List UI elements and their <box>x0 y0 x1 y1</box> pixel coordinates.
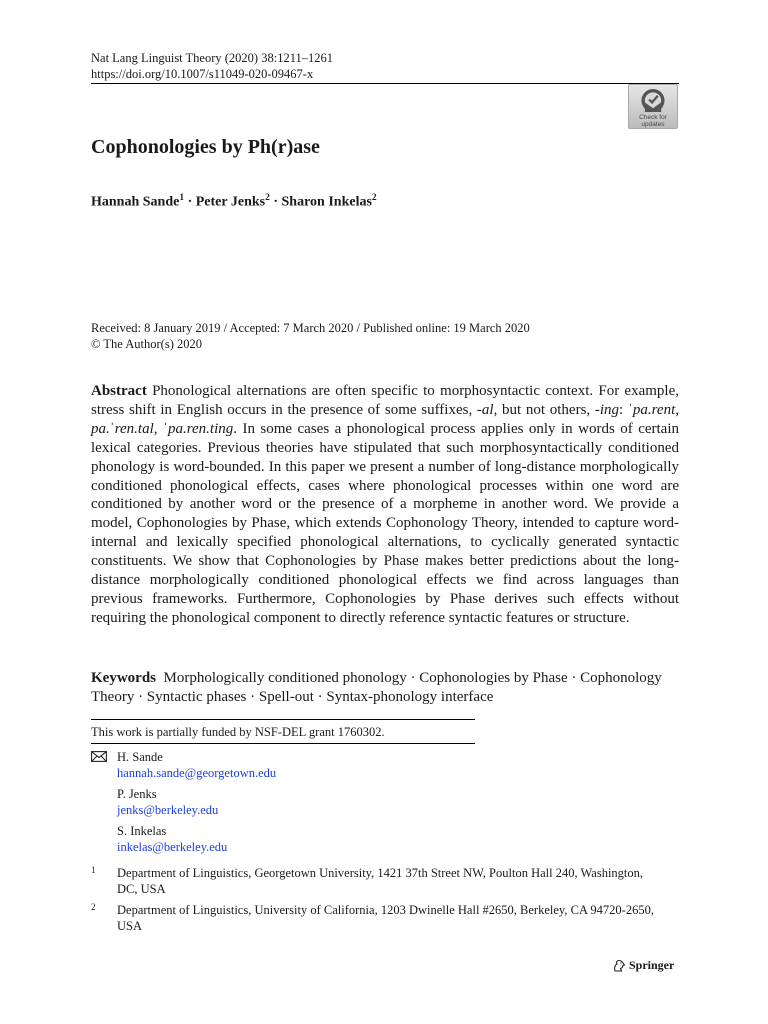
contact-name: H. Sande <box>117 750 163 764</box>
abstract-label: Abstract <box>91 383 147 399</box>
author-name: Sharon Inkelas <box>281 194 372 210</box>
abstract-text: , but not others, <box>493 401 595 418</box>
keywords <box>91 669 679 707</box>
contact-entry <box>117 787 276 818</box>
copyright-line: © The Author(s) 2020 <box>91 337 202 351</box>
footnote-rule <box>91 743 475 744</box>
publication-dates <box>91 320 530 352</box>
springer-horse-icon <box>612 959 626 973</box>
example-word: ˈpa.ren.ting <box>162 420 234 437</box>
doi-link[interactable]: https://doi.org/10.1007/s11049-020-09467-x <box>91 67 314 81</box>
check-for-updates-badge[interactable] <box>628 84 678 129</box>
funding-note: This work is partially funded by NSF-DEL grant 1760302. <box>91 725 385 739</box>
author-affiliation-mark: 1 <box>179 193 185 203</box>
keywords-text: Morphologically conditioned phonology · Cophonologies by Phase · Cophonology Theory · Syntactic phases · Spell-out · Syntax-phonology interface <box>91 670 662 705</box>
author-list <box>91 193 377 211</box>
envelope-icon <box>91 751 107 762</box>
example-word: ˈpa.rent <box>627 401 676 418</box>
author-separator: · <box>184 194 196 210</box>
author-separator: · <box>269 194 282 210</box>
suffix-ing: -ing <box>594 401 620 418</box>
publisher-name: Springer <box>629 958 675 972</box>
journal-header <box>91 50 333 82</box>
crossmark-icon <box>640 88 666 113</box>
author-name: Hannah Sande <box>91 194 180 210</box>
example-word: pa.ˈren.tal <box>91 420 154 437</box>
affiliation-text: Department of Linguistics, University of California, 1203 Dwinelle Hall #2650, Berkeley, CA 94720-2650, USA <box>117 903 654 933</box>
abstract-text: : <box>619 401 628 418</box>
publisher-logo <box>612 958 674 973</box>
journal-citation: Nat Lang Linguist Theory (2020) 38:1211–1261 <box>91 51 333 65</box>
article-title: Cophonologies by Ph(r)ase <box>91 136 320 158</box>
header-rule <box>91 83 679 84</box>
contact-email[interactable]: jenks@berkeley.edu <box>117 802 219 817</box>
author-affiliation-mark: 2 <box>371 193 377 203</box>
contact-entry <box>117 750 276 781</box>
author-name: Peter Jenks <box>195 194 266 210</box>
abstract-text: . In some cases a phonological process applies only in words of certain lexical categories. Previous theories have stipulated that such morphosyntactically conditioned phonology is word-bounded. In this paper we present a number of long-distance morphologically conditioned phonological effects, cases where phonological processes within one word are conditioned by another word or the presence of a morpheme in another word. We provide a model, Cophonologies by Phase, which extends Cophonology Theory, intended to capture word-internal and lexically specified phonological alternations, to cyclically generated syntactic constituents. We show that Cophonologies by Phase makes better predictions about the long-distance morphologically conditioned phonological effects we find across languages than previous frameworks. Furthermore, Cophonologies by Phase derives such effects without requiring the phonological component to directly reference syntactic features or structure. <box>91 420 679 626</box>
contact-entry <box>117 824 276 855</box>
contact-email[interactable]: hannah.sande@georgetown.edu <box>117 765 277 780</box>
footnote-rule <box>91 719 475 720</box>
affiliation-text: Department of Linguistics, Georgetown University, 1421 37th Street NW, Poulton Hall 240, Washington, DC, USA <box>117 866 644 896</box>
contact-name: P. Jenks <box>117 787 157 801</box>
contact-email[interactable]: inkelas@berkeley.edu <box>117 839 228 854</box>
keywords-label: Keywords <box>91 670 156 686</box>
affiliation-number: 1 <box>91 865 96 875</box>
contact-name: S. Inkelas <box>117 824 167 838</box>
badge-line-1: Check for <box>639 114 667 121</box>
abstract: Abstract Phonological alternations are often specific to morphosyntactic context. For example, stress shift in English occurs in the presence of some suffixes, -al, but not others, -ing: ˈpa.rent, pa.ˈren.tal, ˈpa.ren.ting. In some cases a phonological process applies only in words of certain lexical categories. Previous theories have stipulated that such morphosyntactically conditioned phonology is word-bounded. In this paper we present a number of long-distance morphologically conditioned phonological effects, cases where phonological processes within one word are conditioned by another word or the presence of a morpheme in another word. We provide a model, Cophonologies by Phase, which extends Cophonology Theory, intended to capture word-internal and lexically specified phonological alternations, to cyclically generated syntactic constituents. We show that Cophonologies by Phase makes better predictions about the long-distance morphologically conditioned phonological effects we find across languages than previous frameworks. Furthermore, Cophonologies by Phase derives such effects without requiring the phonological component to directly reference syntactic features or structure. <box>91 383 680 626</box>
suffix-al: -al <box>476 401 494 418</box>
history-line: Received: 8 January 2019 / Accepted: 7 March 2020 / Published online: 19 March 2020 <box>91 321 530 335</box>
affiliation-number: 2 <box>91 902 96 912</box>
abstract-text: Phonological alternations are often specific to morphosyntactic context. For example, stress shift in English occurs in the presence of some suffixes, <box>91 383 679 418</box>
badge-line-2: updates <box>641 121 665 128</box>
contact-list <box>117 750 276 861</box>
author-affiliation-mark: 2 <box>265 193 270 203</box>
